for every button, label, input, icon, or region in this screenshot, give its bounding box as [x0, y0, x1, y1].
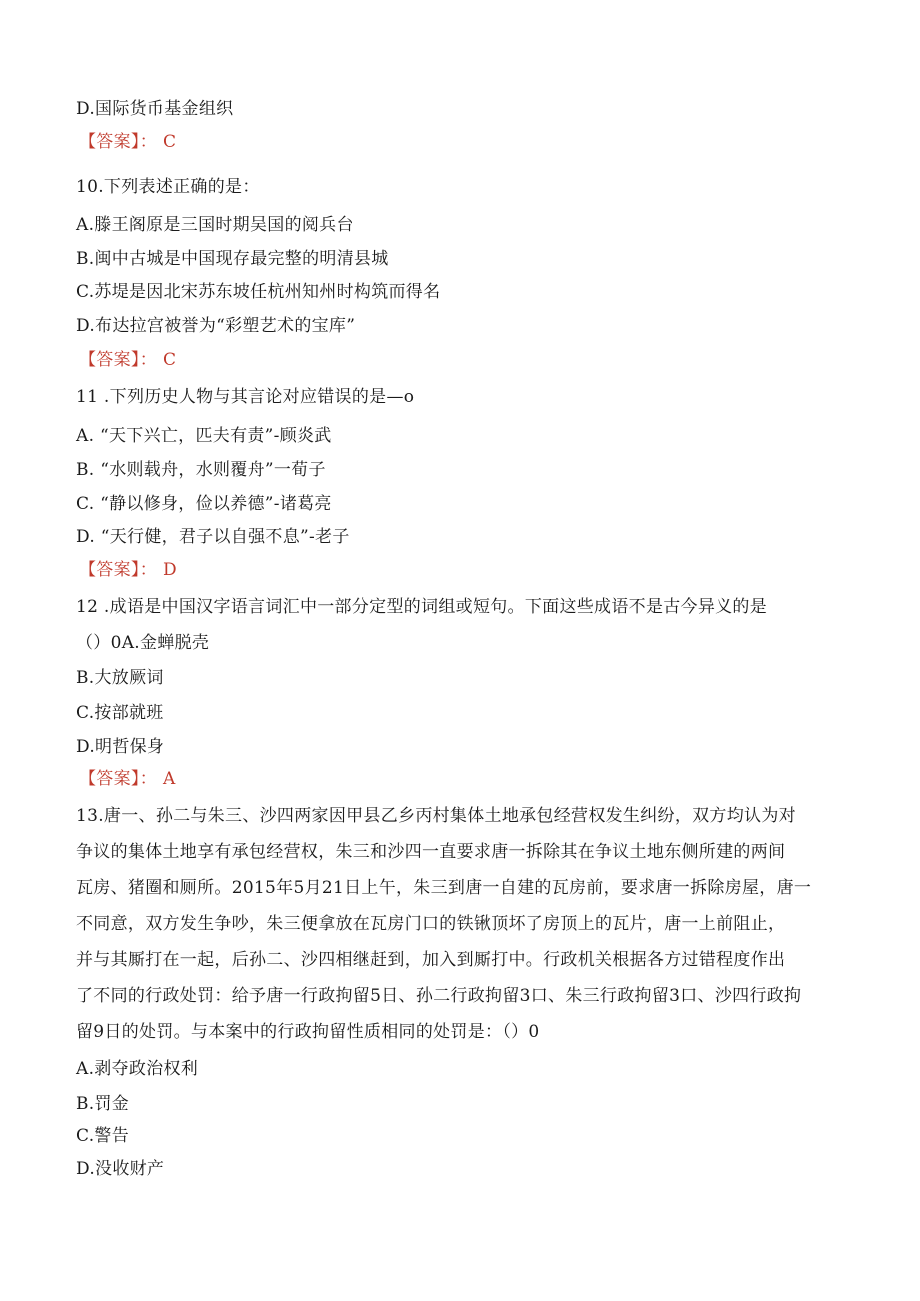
q13-option-d: D.没收财产	[76, 1159, 165, 1179]
q12-option-d: D.明哲保身	[76, 737, 165, 757]
q13-stem-line-3: 瓦房、猪圈和厕所。2015年5月21日上午，朱三到唐一自建的瓦房前，要求唐一拆除房屋，唐一	[76, 878, 812, 898]
q12-option-b: B.大放厥词	[76, 668, 164, 688]
q10-option-d: D.布达拉宫被誉为“彩塑艺术的宝库”	[76, 316, 356, 336]
q11-answer	[79, 559, 177, 581]
q10-option-b: B.闽中古城是中国现存最完整的明清县城	[76, 249, 389, 269]
answer-label: 【答案】：	[79, 132, 157, 152]
q13-option-a: A.剥夺政治权利	[76, 1059, 199, 1079]
q12-answer	[79, 768, 176, 790]
q13-stem-line-2: 争议的集体土地享有承包经营权，朱三和沙四一直要求唐一拆除其在争议土地东侧所建的两间	[76, 842, 786, 862]
answer-label: 【答案】：	[79, 769, 157, 789]
answer-value: C	[163, 350, 177, 370]
answer-value: A	[163, 769, 176, 789]
q13-stem-line-7: 留9日的处罚。与本案中的行政拘留性质相同的处罚是：（）0	[76, 1022, 540, 1042]
q9-option-d: D.国际货币基金组织	[76, 99, 234, 119]
q10-answer	[79, 349, 176, 371]
q13-option-b: B.罚金	[76, 1094, 130, 1114]
answer-value: D	[163, 560, 177, 580]
q10-option-a: A.滕王阁原是三国时期吴国的阅兵台	[76, 215, 354, 235]
q11-option-b: B. “水则载舟，水则覆舟”一荀子	[76, 460, 326, 480]
q10-stem: 10.下列表述正确的是：	[76, 177, 260, 197]
q11-option-c: C. “静以修身，俭以养德”-诸葛亮	[76, 494, 332, 514]
q12-stem-line-1: 12 .成语是中国汉字语言词汇中一部分定型的词组或短句。下面这些成语不是古今异义的是	[76, 597, 768, 617]
q13-stem-line-5: 并与其厮打在一起，后孙二、沙四相继赶到，加入到厮打中。行政机关根据各方过错程度作出	[76, 950, 786, 970]
q11-option-a: A. “天下兴亡，匹夫有责”-顾炎武	[76, 426, 332, 446]
q11-stem: 11 .下列历史人物与其言论对应错误的是—o	[76, 387, 415, 407]
q13-stem-line-1: 13.唐一、孙二与朱三、沙四两家因甲县乙乡丙村集体土地承包经营权发生纠纷，双方均认为对	[76, 806, 796, 826]
q11-option-d: D. “天行健，君子以自强不息”-老子	[76, 527, 350, 547]
q13-stem-line-4: 不同意，双方发生争吵，朱三便拿放在瓦房门口的铁锹顶坏了房顶上的瓦片，唐一上前阻止，	[76, 914, 786, 934]
answer-label: 【答案】：	[79, 350, 157, 370]
q10-option-c: C.苏堤是因北宋苏东坡任杭州知州时构筑而得名	[76, 282, 441, 302]
q13-stem-line-6: 了不同的行政处罚：给予唐一行政拘留5日、孙二行政拘留3口、朱三行政拘留3口、沙四行政拘	[76, 986, 802, 1006]
q12-stem-line-2: （）0A.金蝉脱壳	[76, 633, 210, 653]
answer-label: 【答案】：	[79, 560, 157, 580]
q12-option-c: C.按部就班	[76, 703, 164, 723]
answer-value: C	[163, 132, 177, 152]
q9-answer	[79, 131, 176, 153]
q13-option-c: C.警告	[76, 1126, 130, 1146]
